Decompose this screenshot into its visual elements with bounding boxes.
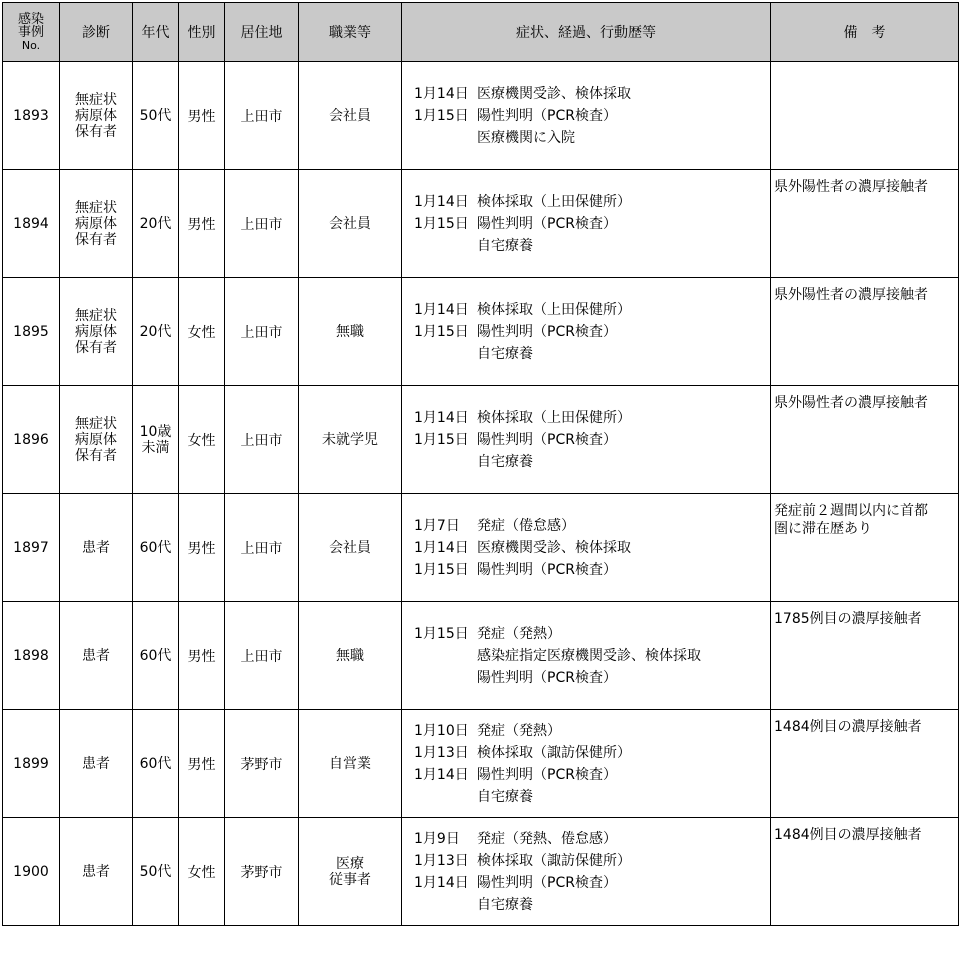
event-date: 1月15日 xyxy=(414,215,469,232)
case-table-body xyxy=(3,62,959,926)
event-text: 検体採取（上田保健所） xyxy=(477,301,631,318)
occupation-line: 医療 xyxy=(336,855,364,872)
age-line: 60代 xyxy=(139,539,172,556)
sex-cell: 男性 xyxy=(179,494,225,602)
event-date xyxy=(414,451,477,473)
age-lines xyxy=(133,540,178,556)
event-line xyxy=(414,764,770,786)
age-cell xyxy=(133,170,179,278)
event-line xyxy=(414,645,770,667)
diagnosis-line: 無症状 xyxy=(75,91,117,108)
case-number: 1897 xyxy=(3,494,60,602)
event-text: 検体採取（諏訪保健所） xyxy=(477,852,631,869)
event-line xyxy=(414,451,770,473)
age-line: 50代 xyxy=(139,107,172,124)
diagnosis-lines xyxy=(60,648,132,664)
event-date: 1月15日 xyxy=(414,323,469,340)
age-line: 60代 xyxy=(139,755,172,772)
remarks-line: 1484例目の濃厚接触者 xyxy=(774,719,922,735)
header-row xyxy=(3,3,959,62)
sex-cell: 男性 xyxy=(179,710,225,818)
diagnosis-lines xyxy=(60,540,132,556)
symptoms-cell xyxy=(402,278,771,386)
event-line xyxy=(414,894,770,916)
age-line: 未満 xyxy=(141,439,170,456)
event-text: 発症（発熱） xyxy=(477,625,561,642)
diagnosis-line: 患者 xyxy=(82,647,110,664)
event-text: 自宅療養 xyxy=(477,788,533,805)
age-line: 50代 xyxy=(139,863,172,880)
event-text: 発症（発熱、倦怠感） xyxy=(477,830,617,847)
event-line xyxy=(414,429,770,451)
occupation-line: 無職 xyxy=(336,647,364,664)
event-date: 1月14日 xyxy=(414,301,469,318)
header-sex: 性別 xyxy=(179,3,225,62)
table-row xyxy=(3,62,959,170)
header-case-no-line: 事例 xyxy=(17,24,44,40)
event-date: 1月7日 xyxy=(414,517,460,534)
header-case-no xyxy=(3,3,60,62)
event-line xyxy=(414,299,770,321)
event-text: 発症（発熱） xyxy=(477,722,561,739)
event-date xyxy=(414,894,477,916)
remarks-cell xyxy=(771,386,959,494)
occupation-lines xyxy=(299,540,401,556)
event-line xyxy=(414,559,770,581)
event-text: 陽性判明（PCR検査） xyxy=(477,874,617,891)
remarks-cell xyxy=(771,818,959,926)
occupation-line: 従事者 xyxy=(329,871,371,888)
remarks-cell xyxy=(771,710,959,818)
sex-cell: 男性 xyxy=(179,170,225,278)
event-text: 自宅療養 xyxy=(477,453,533,470)
residence-cell: 上田市 xyxy=(225,494,299,602)
diagnosis-line: 患者 xyxy=(82,863,110,880)
diagnosis-line: 病原体 xyxy=(75,431,117,448)
event-date xyxy=(414,645,477,667)
age-cell xyxy=(133,494,179,602)
residence-cell: 上田市 xyxy=(225,278,299,386)
age-cell xyxy=(133,818,179,926)
diagnosis-cell xyxy=(60,62,133,170)
event-line xyxy=(414,872,770,894)
event-date xyxy=(414,343,477,365)
occupation-lines xyxy=(299,216,401,232)
table-row xyxy=(3,494,959,602)
occupation-line: 自営業 xyxy=(329,755,371,772)
event-text: 医療機関に入院 xyxy=(477,129,575,146)
diagnosis-lines xyxy=(60,308,132,356)
age-cell xyxy=(133,386,179,494)
age-line: 10歳 xyxy=(139,423,172,440)
header-symptoms: 症状、経過、行動歴等 xyxy=(402,3,771,62)
event-date: 1月15日 xyxy=(414,107,469,124)
event-date: 1月10日 xyxy=(414,722,469,739)
event-date: 1月14日 xyxy=(414,766,469,783)
age-cell xyxy=(133,710,179,818)
header-case-no-line: No. xyxy=(21,38,41,52)
event-text: 陽性判明（PCR検査） xyxy=(477,431,617,448)
symptoms-cell xyxy=(402,170,771,278)
case-number: 1896 xyxy=(3,386,60,494)
event-date xyxy=(414,127,477,149)
remarks-line: 1785例目の濃厚接触者 xyxy=(774,611,922,627)
diagnosis-line: 保有者 xyxy=(75,231,117,248)
case-table xyxy=(2,2,959,926)
residence-cell: 上田市 xyxy=(225,62,299,170)
sex-cell: 男性 xyxy=(179,62,225,170)
diagnosis-lines xyxy=(60,416,132,464)
occupation-lines xyxy=(299,432,401,448)
diagnosis-cell xyxy=(60,278,133,386)
event-line xyxy=(414,850,770,872)
event-date: 1月13日 xyxy=(414,852,469,869)
event-line xyxy=(414,321,770,343)
table-row xyxy=(3,278,959,386)
event-text: 医療機関受診、検体採取 xyxy=(477,539,631,556)
event-line xyxy=(414,105,770,127)
event-text: 検体採取（上田保健所） xyxy=(477,409,631,426)
header-occupation: 職業等 xyxy=(299,3,402,62)
event-text: 陽性判明（PCR検査） xyxy=(477,107,617,124)
symptoms-cell xyxy=(402,494,771,602)
event-date: 1月15日 xyxy=(414,561,469,578)
age-lines xyxy=(133,216,178,232)
age-line: 20代 xyxy=(139,215,172,232)
occupation-line: 会社員 xyxy=(329,215,371,232)
sex-cell: 女性 xyxy=(179,386,225,494)
event-text: 医療機関受診、検体採取 xyxy=(477,85,631,102)
case-number: 1898 xyxy=(3,602,60,710)
event-text: 検体採取（上田保健所） xyxy=(477,193,631,210)
occupation-cell xyxy=(299,62,402,170)
event-date: 1月13日 xyxy=(414,744,469,761)
diagnosis-lines xyxy=(60,92,132,140)
remarks-line: 県外陽性者の濃厚接触者 xyxy=(774,395,928,411)
diagnosis-line: 病原体 xyxy=(75,323,117,340)
age-cell xyxy=(133,62,179,170)
diagnosis-cell xyxy=(60,386,133,494)
diagnosis-line: 病原体 xyxy=(75,215,117,232)
event-line xyxy=(414,83,770,105)
symptoms-cell xyxy=(402,62,771,170)
occupation-lines xyxy=(299,856,401,888)
case-number: 1895 xyxy=(3,278,60,386)
header-case-no-line: 感染 xyxy=(17,11,44,27)
remarks-line: 県外陽性者の濃厚接触者 xyxy=(774,179,928,195)
residence-cell: 茅野市 xyxy=(225,710,299,818)
event-line xyxy=(414,828,770,850)
age-lines xyxy=(133,756,178,772)
age-line: 20代 xyxy=(139,323,172,340)
event-line xyxy=(414,742,770,764)
diagnosis-line: 無症状 xyxy=(75,307,117,324)
occupation-lines xyxy=(299,756,401,772)
symptoms-cell xyxy=(402,818,771,926)
event-line xyxy=(414,235,770,257)
event-date: 1月14日 xyxy=(414,539,469,556)
occupation-line: 会社員 xyxy=(329,539,371,556)
table-row xyxy=(3,602,959,710)
table-row xyxy=(3,818,959,926)
age-lines xyxy=(133,324,178,340)
occupation-line: 未就学児 xyxy=(322,431,378,448)
remarks-cell xyxy=(771,494,959,602)
case-number: 1894 xyxy=(3,170,60,278)
event-text: 感染症指定医療機関受診、検体採取 xyxy=(477,647,701,664)
diagnosis-cell xyxy=(60,170,133,278)
remarks-line: 発症前２週間以内に首都 xyxy=(774,503,928,519)
symptoms-cell xyxy=(402,386,771,494)
diagnosis-line: 無症状 xyxy=(75,199,117,216)
diagnosis-cell xyxy=(60,602,133,710)
event-text: 陽性判明（PCR検査） xyxy=(477,669,617,686)
table-row xyxy=(3,386,959,494)
event-date: 1月14日 xyxy=(414,874,469,891)
event-line xyxy=(414,343,770,365)
age-lines xyxy=(133,864,178,880)
diagnosis-line: 保有者 xyxy=(75,447,117,464)
diagnosis-line: 患者 xyxy=(82,755,110,772)
diagnosis-lines xyxy=(60,200,132,248)
case-number: 1900 xyxy=(3,818,60,926)
sex-cell: 女性 xyxy=(179,278,225,386)
header-age: 年代 xyxy=(133,3,179,62)
occupation-lines xyxy=(299,324,401,340)
event-line xyxy=(414,515,770,537)
remarks-cell xyxy=(771,602,959,710)
event-date xyxy=(414,667,477,689)
diagnosis-lines xyxy=(60,864,132,880)
age-lines xyxy=(133,648,178,664)
event-text: 陽性判明（PCR検査） xyxy=(477,323,617,340)
header-diagnosis: 診断 xyxy=(60,3,133,62)
occupation-lines xyxy=(299,648,401,664)
remarks-cell xyxy=(771,278,959,386)
event-date: 1月14日 xyxy=(414,409,469,426)
remarks-cell xyxy=(771,170,959,278)
event-date xyxy=(414,786,477,808)
event-line xyxy=(414,667,770,689)
diagnosis-line: 患者 xyxy=(82,539,110,556)
diagnosis-line: 保有者 xyxy=(75,339,117,356)
occupation-cell xyxy=(299,278,402,386)
symptoms-cell xyxy=(402,602,771,710)
diagnosis-lines xyxy=(60,756,132,772)
event-text: 自宅療養 xyxy=(477,345,533,362)
event-text: 発症（倦怠感） xyxy=(477,517,575,534)
age-cell xyxy=(133,278,179,386)
event-line xyxy=(414,127,770,149)
occupation-cell xyxy=(299,710,402,818)
event-line xyxy=(414,537,770,559)
event-line xyxy=(414,213,770,235)
occupation-line: 会社員 xyxy=(329,107,371,124)
occupation-cell xyxy=(299,170,402,278)
table-row xyxy=(3,170,959,278)
event-line xyxy=(414,720,770,742)
residence-cell: 上田市 xyxy=(225,602,299,710)
occupation-lines xyxy=(299,108,401,124)
symptoms-cell xyxy=(402,710,771,818)
occupation-cell xyxy=(299,818,402,926)
case-number: 1899 xyxy=(3,710,60,818)
event-text: 陽性判明（PCR検査） xyxy=(477,561,617,578)
event-text: 検体採取（諏訪保健所） xyxy=(477,744,631,761)
occupation-cell xyxy=(299,602,402,710)
event-date: 1月14日 xyxy=(414,193,469,210)
diagnosis-line: 無症状 xyxy=(75,415,117,432)
occupation-line: 無職 xyxy=(336,323,364,340)
diagnosis-cell xyxy=(60,710,133,818)
remarks-line: 1484例目の濃厚接触者 xyxy=(774,827,922,843)
event-text: 陽性判明（PCR検査） xyxy=(477,215,617,232)
age-lines xyxy=(133,424,178,456)
event-line xyxy=(414,191,770,213)
event-text: 陽性判明（PCR検査） xyxy=(477,766,617,783)
residence-cell: 茅野市 xyxy=(225,818,299,926)
event-line xyxy=(414,786,770,808)
age-line: 60代 xyxy=(139,647,172,664)
event-text: 自宅療養 xyxy=(477,237,533,254)
diagnosis-line: 保有者 xyxy=(75,123,117,140)
table-row xyxy=(3,710,959,818)
event-date: 1月9日 xyxy=(414,830,460,847)
case-number: 1893 xyxy=(3,62,60,170)
header-remarks: 備 考 xyxy=(771,3,959,62)
occupation-cell xyxy=(299,386,402,494)
event-date xyxy=(414,235,477,257)
event-date: 1月15日 xyxy=(414,431,469,448)
event-text: 自宅療養 xyxy=(477,896,533,913)
diagnosis-line: 病原体 xyxy=(75,107,117,124)
remarks-line: 圏に滞在歴あり xyxy=(774,521,872,537)
sex-cell: 男性 xyxy=(179,602,225,710)
age-cell xyxy=(133,602,179,710)
residence-cell: 上田市 xyxy=(225,170,299,278)
sex-cell: 女性 xyxy=(179,818,225,926)
diagnosis-cell xyxy=(60,494,133,602)
event-line xyxy=(414,623,770,645)
occupation-cell xyxy=(299,494,402,602)
age-lines xyxy=(133,108,178,124)
remarks-line: 県外陽性者の濃厚接触者 xyxy=(774,287,928,303)
diagnosis-cell xyxy=(60,818,133,926)
remarks-cell xyxy=(771,62,959,170)
event-line xyxy=(414,407,770,429)
event-date: 1月14日 xyxy=(414,85,469,102)
event-date: 1月15日 xyxy=(414,625,469,642)
header-residence: 居住地 xyxy=(225,3,299,62)
residence-cell: 上田市 xyxy=(225,386,299,494)
